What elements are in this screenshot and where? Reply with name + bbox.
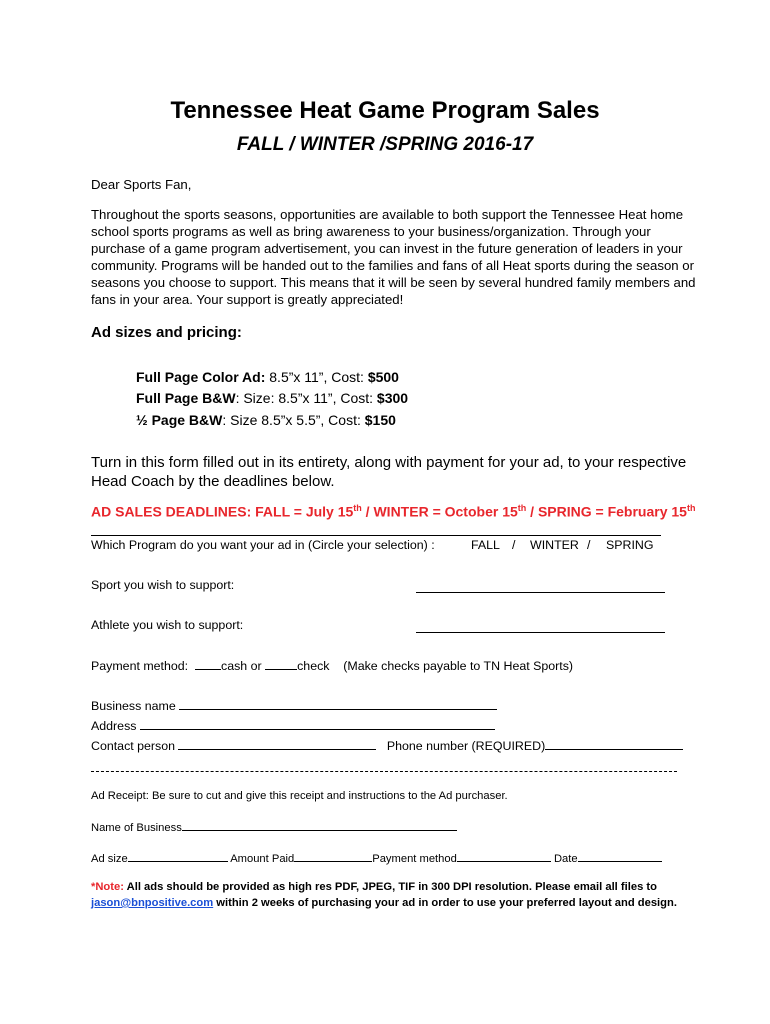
contact-person-label: Contact person [91,739,176,753]
note-text: within 2 weeks of purchasing your ad in order to use your preferred layout and design. [213,897,677,909]
receipt-ad-size-label: Ad size [91,853,128,865]
ad-sales-deadlines [91,503,695,520]
price-item-full-bw [136,390,408,406]
intro-line: purchase of a game program advertisement, you can invest in the future generation of leaders in your [91,241,683,256]
receipt-business-label: Name of Business [91,822,182,834]
intro-line: Throughout the sports seasons, opportunities are available to both support the Tennessee Heat home [91,207,684,222]
instruction-line: Head Coach by the deadlines below. [91,473,335,490]
intro-paragraph [91,206,696,308]
price-item-half-bw [136,412,396,428]
email-link[interactable]: jason@bnpositive.com [91,897,214,909]
price-item-price: $300 [376,390,409,406]
intro-line: community. Programs will be handed out to the families and fans of all Heat sports during the season or [91,258,695,273]
intro-line: seasons you choose to support. This means that it will be seen by several hundred family members and [91,275,696,290]
receipt-date-field[interactable] [578,851,662,862]
receipt-instruction: Ad Receipt: Be sure to cut and give this receipt and instructions to the Ad purchaser. [91,790,508,802]
payment-label: Payment method: [91,659,189,673]
contact-row [91,737,683,753]
file-note [91,879,677,911]
ad-sizes-heading: Ad sizes and pricing: [91,324,242,341]
business-name-field[interactable] [179,697,497,710]
turn-in-instructions [91,453,686,491]
ordinal-suffix: th [686,503,696,513]
option-fall[interactable]: FALL [471,538,500,552]
receipt-ad-size-field[interactable] [128,851,228,862]
business-name-label: Business name [91,699,176,713]
phone-number-label: Phone number (REQUIRED) [386,739,546,753]
note-text: All ads should be provided as high res PDF, JPEG, TIF in 300 DPI resolution. Please email all files to [123,881,657,893]
price-item-name: Full Page B&W [136,390,236,406]
greeting: Dear Sports Fan, [91,177,192,192]
sport-field[interactable] [416,592,665,593]
cash-field[interactable] [195,657,221,670]
option-separator: / [512,538,516,552]
sport-label: Sport you wish to support: [91,578,235,592]
receipt-details-row [91,851,662,865]
address-row [91,717,495,733]
price-item-name: ½ Page B&W [136,412,223,428]
price-item-name: Full Page Color Ad: [136,369,266,385]
cut-line [91,771,677,772]
option-spring[interactable]: SPRING [606,538,654,552]
athlete-label: Athlete you wish to support: [91,618,244,632]
page-title: Tennessee Heat Game Program Sales [170,97,600,124]
check-field[interactable] [265,657,297,670]
ordinal-suffix: th [517,503,527,513]
deadline-text: AD SALES DEADLINES: FALL = July 15 [91,503,354,520]
receipt-amount-label: Amount Paid [230,853,295,865]
price-item-price: $150 [364,412,396,428]
receipt-business-field[interactable] [182,820,457,831]
receipt-payment-label: Payment method [372,853,457,865]
receipt-amount-field[interactable] [294,851,372,862]
cash-label: cash or [221,659,262,673]
ordinal-suffix: th [353,503,362,513]
option-winter[interactable]: WINTER [530,538,579,552]
payment-note: (Make checks payable to TN Heat Sports) [343,659,574,673]
price-item-size: : Size 8.5”x 5.5”, Cost: [222,412,365,428]
note-line-1 [91,879,677,895]
page-subtitle: FALL / WINTER /SPRING 2016-17 [236,134,534,155]
program-label: Which Program do you want your ad in (Circle your selection) : [91,538,435,552]
payment-method-row [91,657,573,673]
contact-person-field[interactable] [178,737,376,750]
deadline-text: / SPRING = February 15 [526,503,687,520]
address-field[interactable] [140,717,495,730]
price-item-price: $500 [367,369,399,385]
business-name-row [91,697,497,713]
receipt-business-row [91,820,457,834]
instruction-line: Turn in this form filled out in its entirety, along with payment for your ad, to your respective [91,454,687,471]
check-label: check [297,659,330,673]
option-separator: / [587,538,591,552]
intro-line: fans in your area. Your support is greatly appreciated! [91,292,404,307]
address-label: Address [91,719,137,733]
note-prefix: *Note: [91,881,124,893]
price-item-full-color [136,369,399,385]
deadline-text: / WINTER = October 15 [361,503,518,520]
price-item-size: : Size: 8.5”x 11”, Cost: [235,390,377,406]
deadline-divider [91,535,661,536]
receipt-date-label: Date [553,853,578,865]
intro-line: school sports programs as well as bring awareness to your business/organization. Through your [91,224,651,239]
phone-number-field[interactable] [545,737,683,750]
receipt-payment-field[interactable] [457,851,551,862]
note-line-2 [91,895,677,911]
price-item-size: 8.5”x 11”, Cost: [265,369,368,385]
athlete-field[interactable] [416,632,665,633]
